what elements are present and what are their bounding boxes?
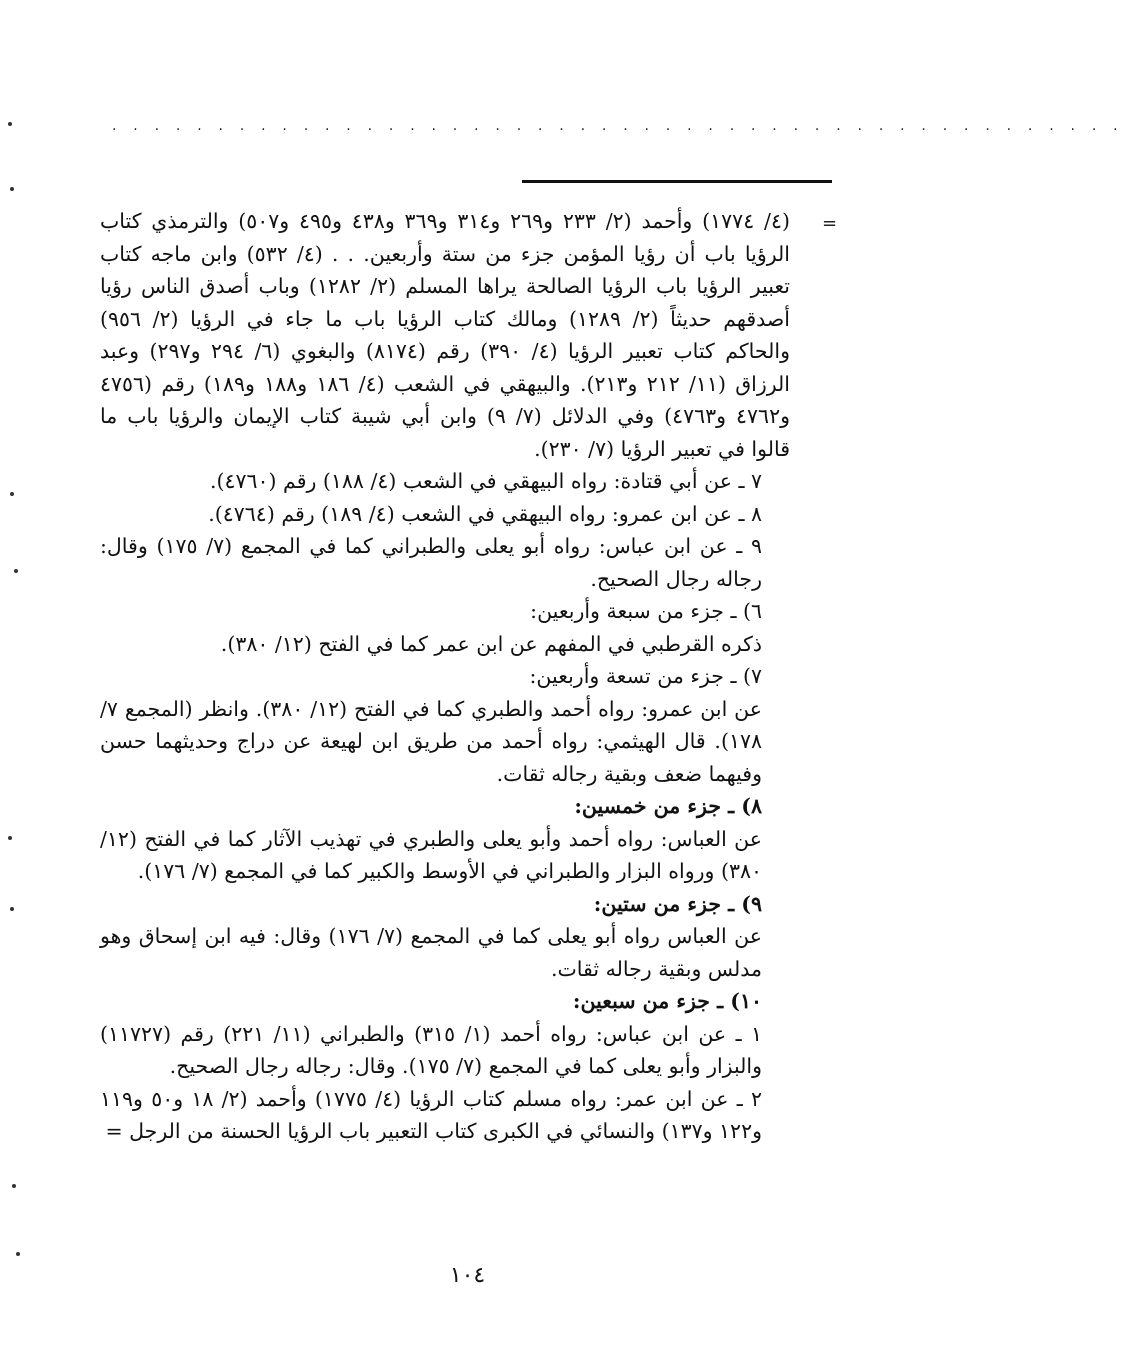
footnote-text [100, 205, 790, 1148]
paragraph-item-8: ٨ ـ عن ابن عمرو: رواه البيهقي في الشعب (٤/ ١٨٩) رقم (٤٧٦٤). [208, 501, 762, 526]
scan-speck [8, 122, 12, 126]
footnote-rule [522, 180, 832, 183]
paragraph-item-9: ٩ ـ عن ابن عباس: رواه أبو يعلى والطبراني كما في المجمع (٧/ ١٧٥) وقال: رجاله رجال الصحيح. [100, 534, 762, 591]
paragraph-section-7: عن ابن عمرو: رواه أحمد والطبري كما في الفتح (١٢/ ٣٨٠). وانظر (المجمع ٧/ ١٧٨). قال الهيثمي: رواه أحمد من طريق ابن لهيعة عن دراج وحديثهما حسن وفيهما ضعف وبقية رجاله ثقات. [100, 696, 762, 786]
section-heading-10: ١٠) ـ جزء من سبعين: [572, 989, 762, 1013]
paragraph-section-6: ذكره القرطبي في المفهم عن ابن عمر كما في الفتح (١٢/ ٣٨٠). [220, 631, 762, 656]
paragraph-section-8: عن العباس: رواه أحمد وأبو يعلى والطبري في تهذيب الآثار كما في الفتح (١٢/ ٣٨٠) ورواه البزار والطبراني في الأوسط والكبير كما في المجمع (٧/ ١٧٦). [100, 826, 762, 883]
dotted-separator: . . . . . . . . . . . . . . . . . . . . . . . . . . . . . . . . . . . . . . . . . . . . . . . . [112, 118, 1124, 134]
section-heading-6: ٦) ـ جزء من سبعة وأربعين: [530, 599, 762, 623]
scan-speck [12, 1184, 16, 1188]
paragraph-sources: (٤/ ١٧٧٤) وأحمد (٢/ ٢٣٣ و٢٦٩ و٣١٤ و٣٦٩ و٤٣٨ و٤٩٥ و٥٠٧) والترمذي كتاب الرؤيا باب أن رؤيا المؤمن جزء من ستة وأربعين. . . (٤/ ٥٣٢) وابن ماجه كتاب تعبير الرؤيا باب الرؤيا الصالحة يراها المسلم (٢/ ١٢٨٢) وباب أصدق الناس رؤيا أصدقهم حديثاً (٢/ ١٢٨٩) ومالك كتاب الرؤيا باب ما جاء في الرؤيا (٢/ ٩٥٦) والحاكم كتاب تعبير الرؤيا (٤/ ٣٩٠) رقم (٨١٧٤) والبغوي (٦/ ٢٩٤ و٢٩٧) وعبد الرزاق (١١/ ٢١٢ و٢١٣). والبيهقي في الشعب (٤/ ١٨٦ و١٨٨ و١٨٩) رقم (٤٧٥٦ و٤٧٦٢ و٤٧٦٣) وفي الدلائل (٧/ ٩) وابن أبي شيبة كتاب الإيمان والرؤيا باب ما قالوا في تعبير الرؤيا (٧/ ٢٣٠). [100, 209, 790, 461]
scan-speck [10, 492, 14, 496]
section-heading-9: ٩) ـ جزء من ستين: [593, 891, 762, 916]
paragraph-section-9: عن العباس رواه أبو يعلى كما في المجمع (٧/ ١٧٦) وقال: فيه ابن إسحاق وهو مدلس وبقية رجاله ثقات. [100, 924, 762, 981]
scan-speck [10, 187, 14, 191]
paragraph-item-7: ٧ ـ عن أبي قتادة: رواه البيهقي في الشعب (٤/ ١٨٨) رقم (٤٧٦٠). [209, 469, 762, 493]
scan-speck [16, 1252, 20, 1256]
paragraph-item-10-2: ٢ ـ عن ابن عمر: رواه مسلم كتاب الرؤيا (٤/ ١٧٧٥) وأحمد (٢/ ١٨ و٥٠ و١١٩ و١٢٢ و١٣٧) والنسائي في الكبرى كتاب التعبير باب الرؤيا الحسنة من الرجل = [100, 1086, 762, 1143]
page-number: ١٠٤ [449, 1263, 486, 1288]
scan-speck [8, 836, 12, 840]
continuation-mark: = [822, 213, 838, 234]
section-heading-8: ٨) ـ جزء من خمسين: [574, 794, 762, 818]
section-heading-7: ٧) ـ جزء من تسعة وأربعين: [529, 664, 762, 688]
scan-speck [14, 569, 18, 573]
scan-speck [10, 907, 14, 911]
paragraph-item-10-1: ١ ـ عن ابن عباس: رواه أحمد (١/ ٣١٥) والطبراني (١١/ ٢٢١) رقم (١١٧٢٧) والبزار وأبو يعلى كما في المجمع (٧/ ١٧٥). وقال: رجاله رجال الصحيح. [100, 1021, 762, 1078]
